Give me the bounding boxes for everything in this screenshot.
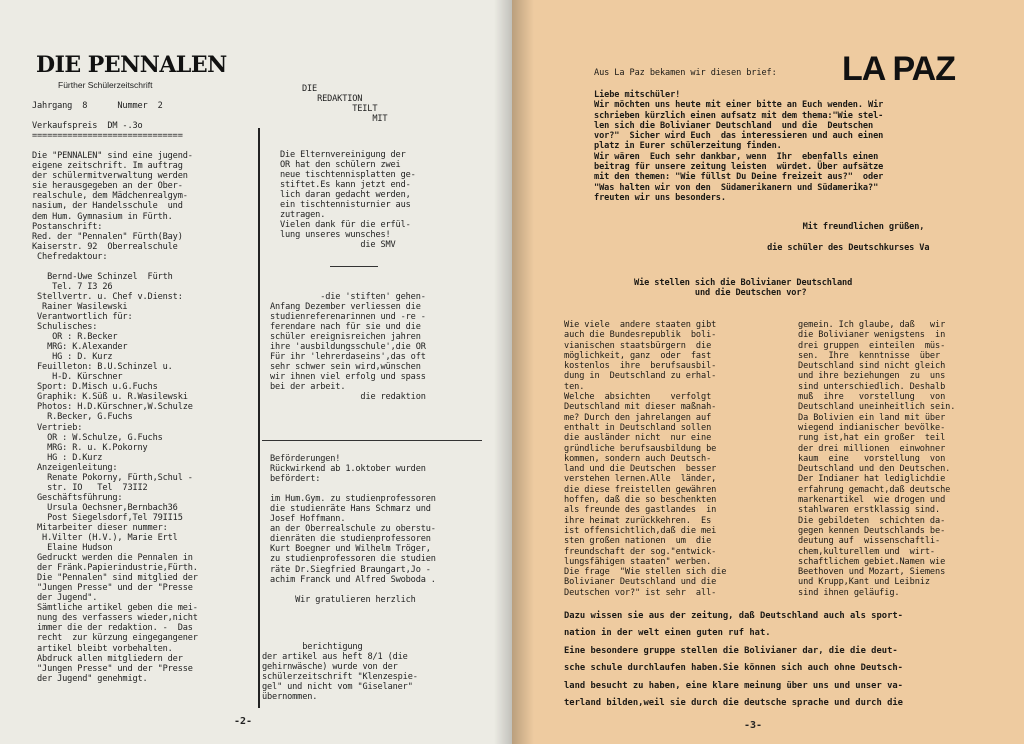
masthead-title: DIE PENNALEN (36, 52, 227, 78)
divider-line (330, 266, 378, 267)
right-page (512, 0, 1024, 744)
divider-line (262, 440, 482, 441)
essay-column-1: Wie viele andere staaten gibt auch die Bundesrepublik boli- vianischen staatsbürgern die möglichkeit, ganz oder fast kostenlos ihre berufsausbil- dung in Deutschland zu erhal- ten. Welche absichten verfolgt Deutschland mit dieser maßnah- me? Durch den jahrelangen auf enthalt in Deutschland sollen die ausländer nicht nur eine gründliche berufsausbildung be kommen, sondern auch Deutsch- land und die Deutschen besser verstehen lernen.Alle länder, die diese freistellen gewähren hoffen, daß die so beschenkten als freunde des gastlandes in ihre heimat zurückkehren. Es ist offensichtlich,daß die mei sten großen nationen um die freundschaft der sog."entwick- lungsfähigen staaten" werben. Die frage "Wie stellen sich die Bolivianer Deutschland und die Deutschen vor?" ist sehr all- (564, 320, 727, 598)
imprint-block: Jahrgang 8 Nummer 2 Verkaufspreis DM -.3o ============================== Die "PENNALEN" sind eine jugend- eigene zeitschrift. Im auftrag der schülermitverwaltung werden sie herausgegeben an der Ober- realschule, dem Mädchenrealgym- nasium, der Handelsschule und dem Hum. Gymnasium in Fürth. Postanschrift: Red. der "Pennalen" Fürth(Bay) Kaiserstr. 92 Oberrealschule Chefredaktour: Bernd-Uwe Schinzel Fürth Tel. 7 I3 26 Stellvertr. u. Chef v.Dienst: Rainer Wasilewski Verantwortlich für: Schulisches: OR : R.Becker MRG: K.Alexander HG : D. Kurz Feuilleton: B.U.Schinzel u. H-D. Kürschner Sport: D.Misch u.G.Fuchs Graphik: K.Süß u. R.Wasilewski Photos: H.D.Kürschner,W.Schulze R.Becker, G.Fuchs Vertrieb: OR : W.Schulze, G.Fuchs MRG: R. u. K.Pokorny HG : D.Kurz Anzeigenleitung: Renate Pokorny, Fürth,Schul - str. IO Tel 73II2 Geschäftsführung: Ursula Oechsner,Bernbach36 Post Siegelsdorf,Tel 79II15 Mitarbeiter dieser nummer: H.Vilter (H.V.), Marie Ertl Elaine Hudson Gedruckt werden die Pennalen in der Fränk.Papierindustrie,Fürth. Die "Pennalen" sind mitglied der "Jungen Presse" und der "Presse der Jugend". Sämtliche artikel geben die mei- nung des verfassers wieder,nicht immer die der redaktion. - Das recht zur kürzung eingegangener artikel bleibt vorbehalten. Abdruck allen mitgliedern der "Jungen Presse" und der "Presse der Jugend" genehmigt. (32, 101, 198, 684)
page-number: -3- (744, 720, 763, 731)
masthead-subtitle: Fürther Schülerzeitschrift (58, 80, 153, 90)
la-paz-title: LA PAZ (842, 50, 955, 88)
letter-text: Liebe mitschüler! Wir möchten uns heute mit einer bitte an Euch wenden. Wir schrieben kürzlich einen aufsatz mit dem thema:"Wie stel- len sich die Bolivianer Deutschland und die Deutschen vor?" Sicher wird Euch das interessieren und auch einen platz in Eurer schülerzeitung finden. Wir wären Euch sehr dankbar, wenn Ihr ebenfalls einen beitrag für unsere zeitung leisten würdet. Über aufsätze mit den themen: "Wie füllst Du Deine freizeit aus?" oder "Was halten wir von den Südamerikanern und Südamerika?" freuten wir uns besonders. (594, 90, 884, 203)
essay-column-2: gemein. Ich glaube, daß wir die Bolivianer wenigstens in drei gruppen einteilen müs- sen. Ihre kenntnisse über Deutschland sind nicht gleich und ihre beziehungen zu uns sind unterschiedlich. Deshalb muß ihre vorstellung von Deutschland uneinheitlich sein. Da Bolivien ein land mit über wiegend indianischer bevölke- rung ist,hat ein großer teil der drei millionen einwohner kaum eine vorstellung von Deutschland und den Deutschen. Der Indianer hat lediglichdie erfahrung gemacht,daß deutsche markenartikel wie drogen und stahlwaren erstklassig sind. Die gebildeten schichten da- gegen kennen Deutschlands be- deutung auf wissenschaftli- chem,kulturellem und wirt- schaftlichem gebiet.Namen wie Beethoven und Mozart, Siemens und Krupp,Kant und Leibniz sind ihnen geläufig. (798, 320, 956, 598)
greeting-text: Mit freundlichen grüßen, die schüler des Deutschkurses Va (767, 222, 930, 253)
essay-heading: Wie stellen sich die Bolivianer Deutschland und die Deutschen vor? (634, 278, 853, 299)
page-number: -2- (234, 716, 253, 727)
redaktion-heading: DIE REDAKTION TEILT MIT (302, 84, 388, 125)
intro-line: Aus La Paz bekamen wir diesen brief: (594, 68, 777, 78)
bottom-paragraph: Dazu wissen sie aus der zeitung, daß Deutschland auch als sport- nation in der welt einen guten ruf hat. Eine besondere gruppe stellen die Bolivianer dar, die die deut- sche schule durchlaufen haben.Sie können sich auch ohne Deutsch- land besucht zu haben, eine klare meinung über uns und unser va- terland bilden,weil sie durch die deutsche sprache und durch die (564, 611, 903, 709)
befoerderungen-text: Beförderungen! Rückwirkend ab 1.oktober wurden befördert: im Hum.Gym. zu studienprofessoren die studienräte Hans Schmarz und Josef Hoffmann. an der Oberrealschule zu oberstu- dienräten die studienprofessoren Kurt Boegner und Wilhelm Tröger, zu studienprofessoren die studien räte Dr.Siegfried Braungart,Jo - achim Franck und Alfred Swoboda . Wir gratulieren herzlich (270, 454, 436, 605)
column-divider (258, 128, 260, 708)
stiften-text: -die 'stiften' gehen- Anfang Dezember verliessen die studienreferenarinnen und -re - ferendare nach für sie und die schüler ereignisreichen jahren ihre 'ausbildungsschule',die OR Für ihr 'lehrerdaseins',das oft sehr schwer sein wird,wünschen wir ihnen viel erfolg und spass bei der arbeit. die redaktion (270, 292, 426, 403)
berichtigung-text: berichtigung der artikel aus heft 8/1 (die gehirnwäsche) wurde von der schülerzeitschrift "Klenzespie- gel" und nicht vom "Giselaner" übernommen. (262, 642, 418, 703)
redaktion-text: Die Elternvereinigung der OR hat den schülern zwei neue tischtennisplatten ge- stiftet.Es kann jetzt end- lich daran gedacht werden, ein tischtennisturnier aus zutragen. Vielen dank für die erfül- lung unseres wunsches! die SMV (280, 150, 416, 251)
